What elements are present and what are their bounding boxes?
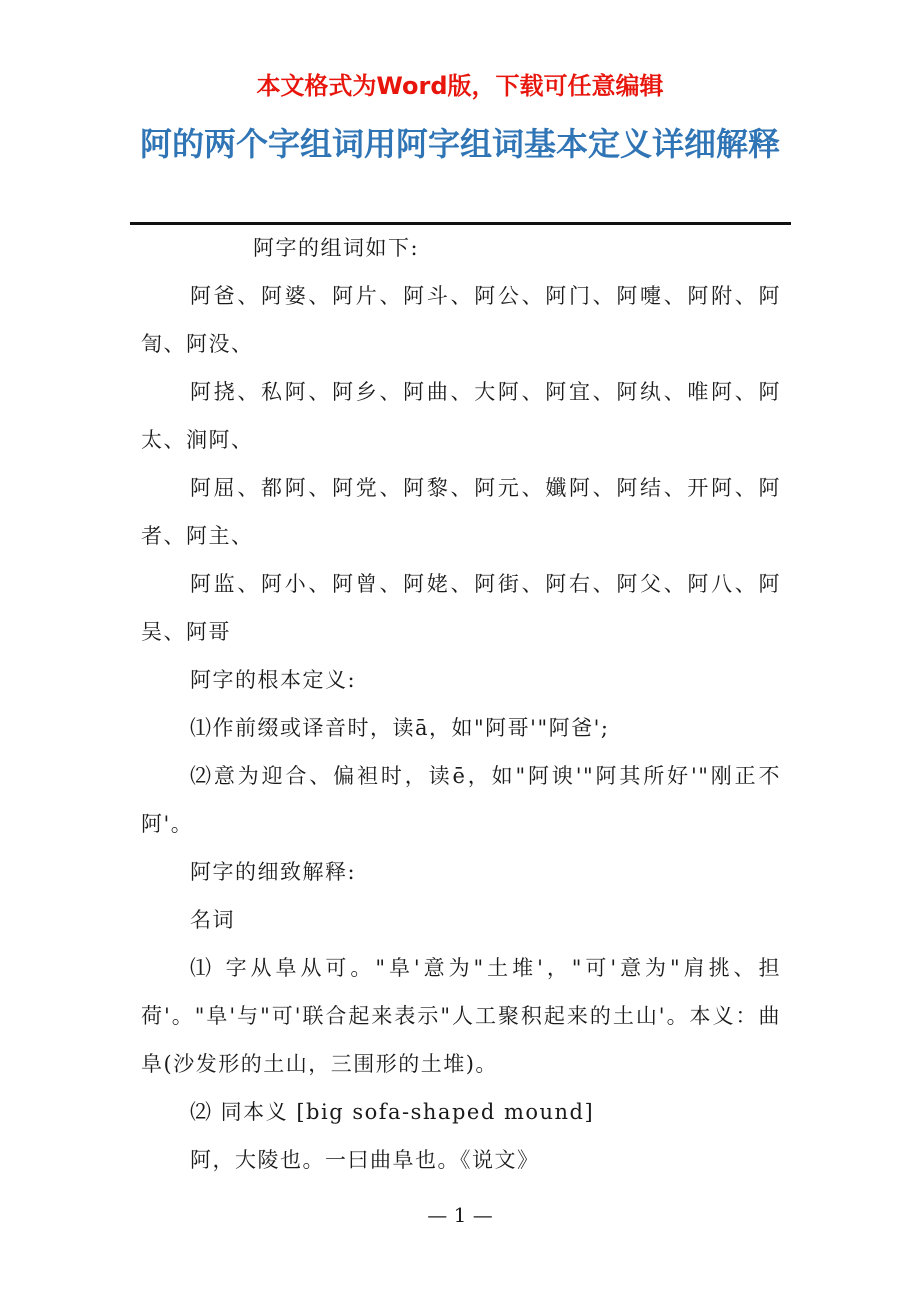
paragraph-definition-1: ⑴作前缀或译音时，读ā，如"阿哥'"阿爸'; <box>190 716 610 740</box>
paragraph-basic-definition-heading: 阿字的根本定义: <box>190 668 357 692</box>
paragraph-quotation: 阿，大陵也。一曰曲阜也。《说文》 <box>190 1148 540 1172</box>
paragraph-part-of-speech: 名词 <box>190 908 235 932</box>
paragraph-detailed-heading: 阿字的细致解释: <box>190 860 357 884</box>
paragraph-word-list-3: 阿屈、都阿、阿党、阿黎、阿元、孅阿、阿结、开阿、阿者、阿主、 <box>141 476 781 548</box>
paragraph-word-list-2: 阿挠、私阿、阿乡、阿曲、大阿、阿宜、阿纨、唯阿、阿太、涧阿、 <box>141 380 781 452</box>
paragraph-word-list-1: 阿爸、阿婆、阿片、阿斗、阿公、阿门、阿嚏、阿附、阿訇、阿没、 <box>141 284 781 356</box>
document-body <box>141 224 781 1184</box>
paragraph-definition-2: ⑵意为迎合、偏袒时，读ē，如"阿谀'"阿其所好'"刚正不阿'。 <box>141 764 781 836</box>
paragraph-noun-sense-1: ⑴ 字从阜从可。"阜'意为"土堆'，"可'意为"肩挑、担荷'。"阜'与"可'联合起来表示"人工聚积起来的土山'。本义：曲阜(沙发形的土山，三围形的土堆)。 <box>141 956 781 1076</box>
document-title: 阿的两个字组词用阿字组词基本定义详细解释 <box>139 125 780 163</box>
paragraph-noun-sense-2: ⑵ 同本义 [big sofa-shaped mound] <box>190 1100 595 1124</box>
download-notice: 本文格式为Word版，下载可任意编辑 <box>256 72 664 100</box>
paragraph-word-list-heading: 阿字的组词如下: <box>253 236 420 260</box>
page-number: — 1 — <box>427 1203 493 1227</box>
paragraph-word-list-4: 阿监、阿小、阿曾、阿姥、阿街、阿右、阿父、阿八、阿吴、阿哥 <box>141 572 781 644</box>
